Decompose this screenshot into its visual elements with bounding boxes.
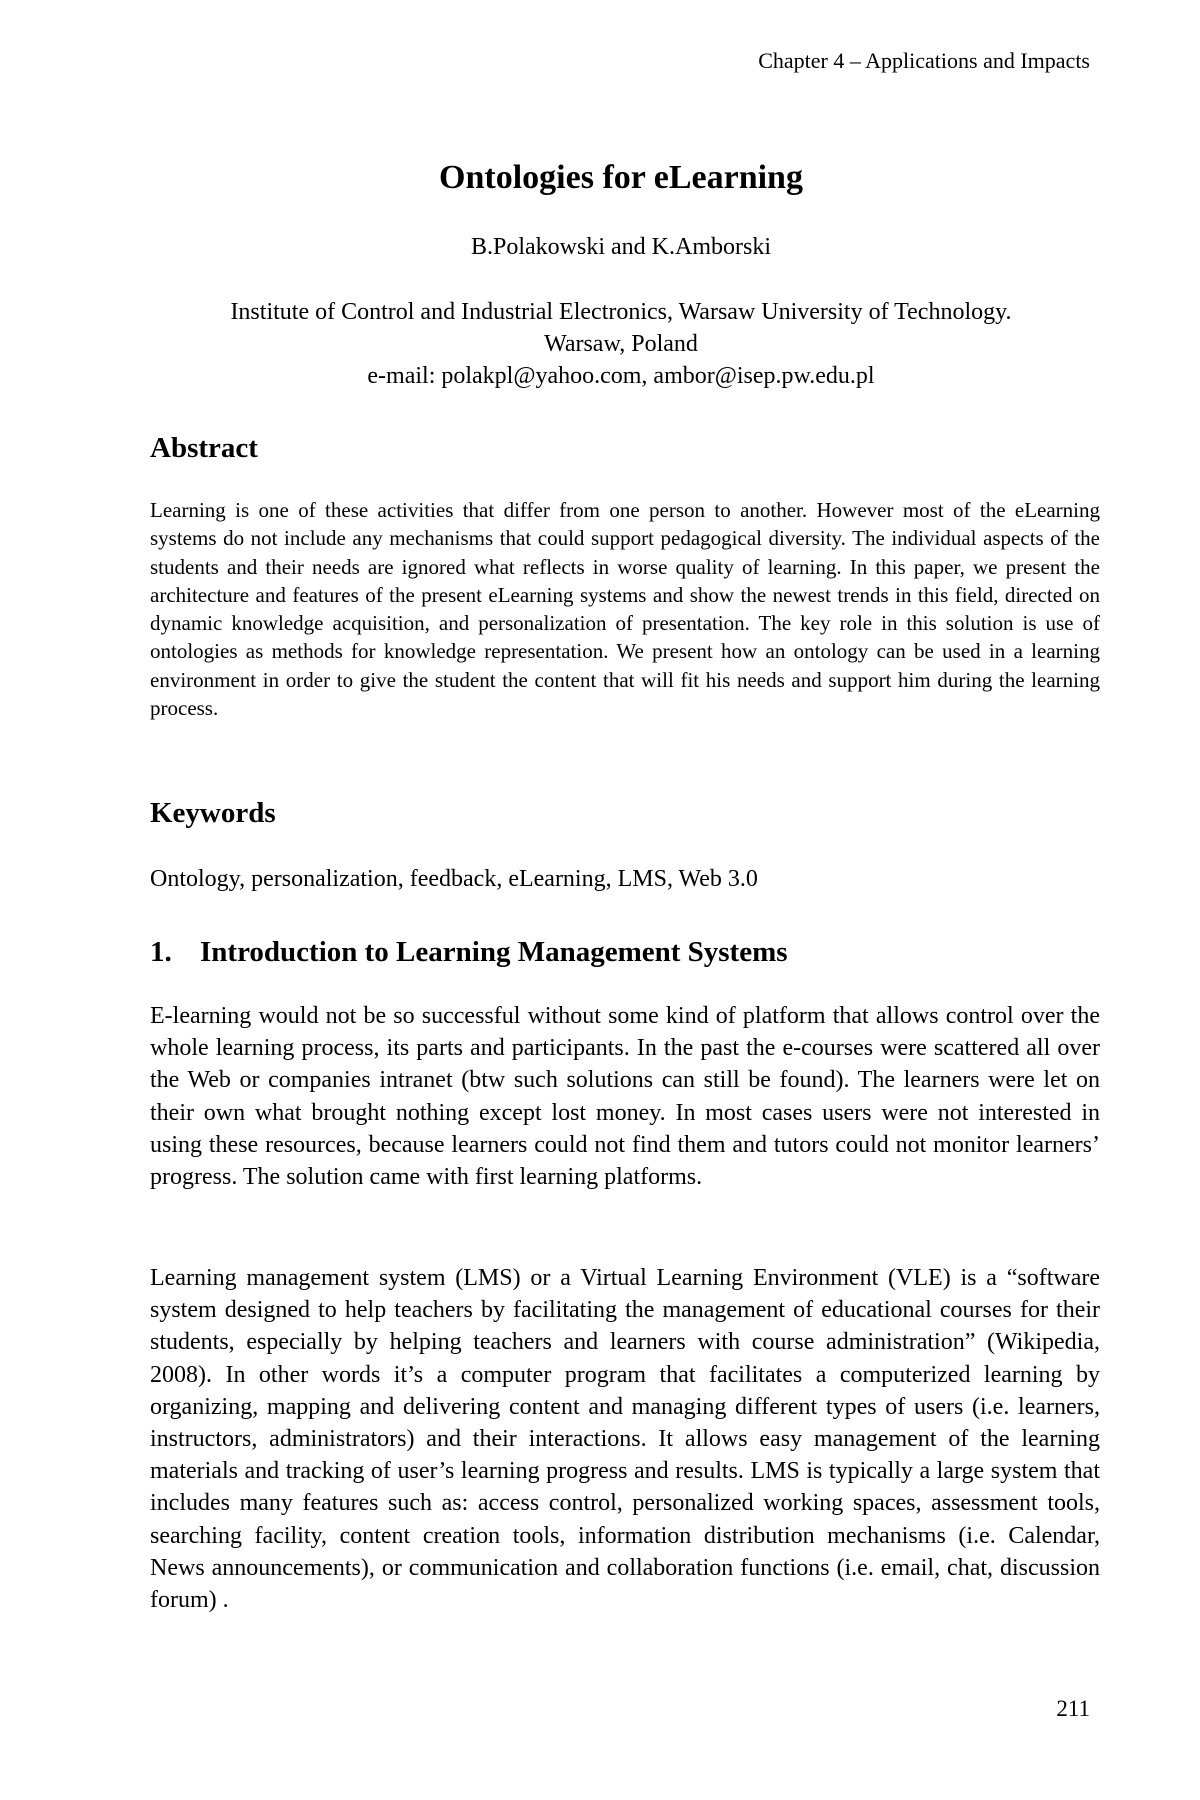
keywords-text: Ontology, personalization, feedback, eLearning, LMS, Web 3.0 <box>150 866 758 892</box>
section-title: Introduction to Learning Management Systems <box>200 936 788 968</box>
running-header: Chapter 4 – Applications and Impacts <box>758 48 1090 73</box>
affiliation-block <box>0 296 1200 392</box>
abstract-text: Learning is one of these activities that differ from one person to another. However most of the eLearning systems do not include any mechanisms that could support pedagogical diversity. The individual aspects of the students and their needs are ignored what reflects in worse quality of learning. In this paper, we present the architecture and features of the present eLearning systems and show the newest trends in this field, directed on dynamic knowledge acquisition, and personalization of presentation. The key role in this solution is use of ontologies as methods for knowledge representation. We present how an ontology can be used in a learning environment in order to give the student the content that will fit his needs and support him during the learning process. <box>150 498 1100 721</box>
paper-title: Ontologies for eLearning <box>439 159 803 196</box>
body-paragraph-2: Learning management system (LMS) or a Virtual Learning Environment (VLE) is a “software system designed to help teachers by facilitating the management of educational courses for their students, especially by helping teachers and learners with course administration” (Wikipedia, 2008). In other words it’s a computer program that facilitates a computerized learning by organizing, mapping and delivering content and managing different types of users (i.e. learners, instructors, administrators) and their interactions. It allows easy management of the learning materials and tracking of user’s learning progress and results. LMS is typically a large system that includes many features such as: access control, personalized working spaces, assessment tools, searching facility, content creation tools, information distribution mechanisms (i.e. Calendar, News announcements), or communication and collaboration functions (i.e. email, chat, discussion forum) . <box>150 1265 1100 1614</box>
keywords-heading: Keywords <box>150 797 276 829</box>
page-number: 211 <box>1056 1696 1090 1721</box>
affiliation-institute: Institute of Control and Industrial Electronics, Warsaw University of Technology. <box>230 299 1012 325</box>
affiliation-location: Warsaw, Poland <box>544 331 698 357</box>
body-paragraph-1: E-learning would not be so successful without some kind of platform that allows control over the whole learning process, its parts and participants. In the past the e-courses were scattered all over the Web or companies intranet (btw such solutions can still be found). The learners were let on their own what brought nothing except lost money. In most cases users were not interested in using these resources, because learners could not find them and tutors could not monitor learners’ progress. The solution came with first learning platforms. <box>150 1003 1100 1191</box>
abstract-heading: Abstract <box>150 432 258 464</box>
paper-authors: B.Polakowski and K.Amborski <box>471 234 771 260</box>
section-heading <box>150 934 1100 970</box>
section-number: 1. <box>150 936 172 968</box>
affiliation-email: e-mail: polakpl@yahoo.com, ambor@isep.pw.edu.pl <box>367 363 875 389</box>
